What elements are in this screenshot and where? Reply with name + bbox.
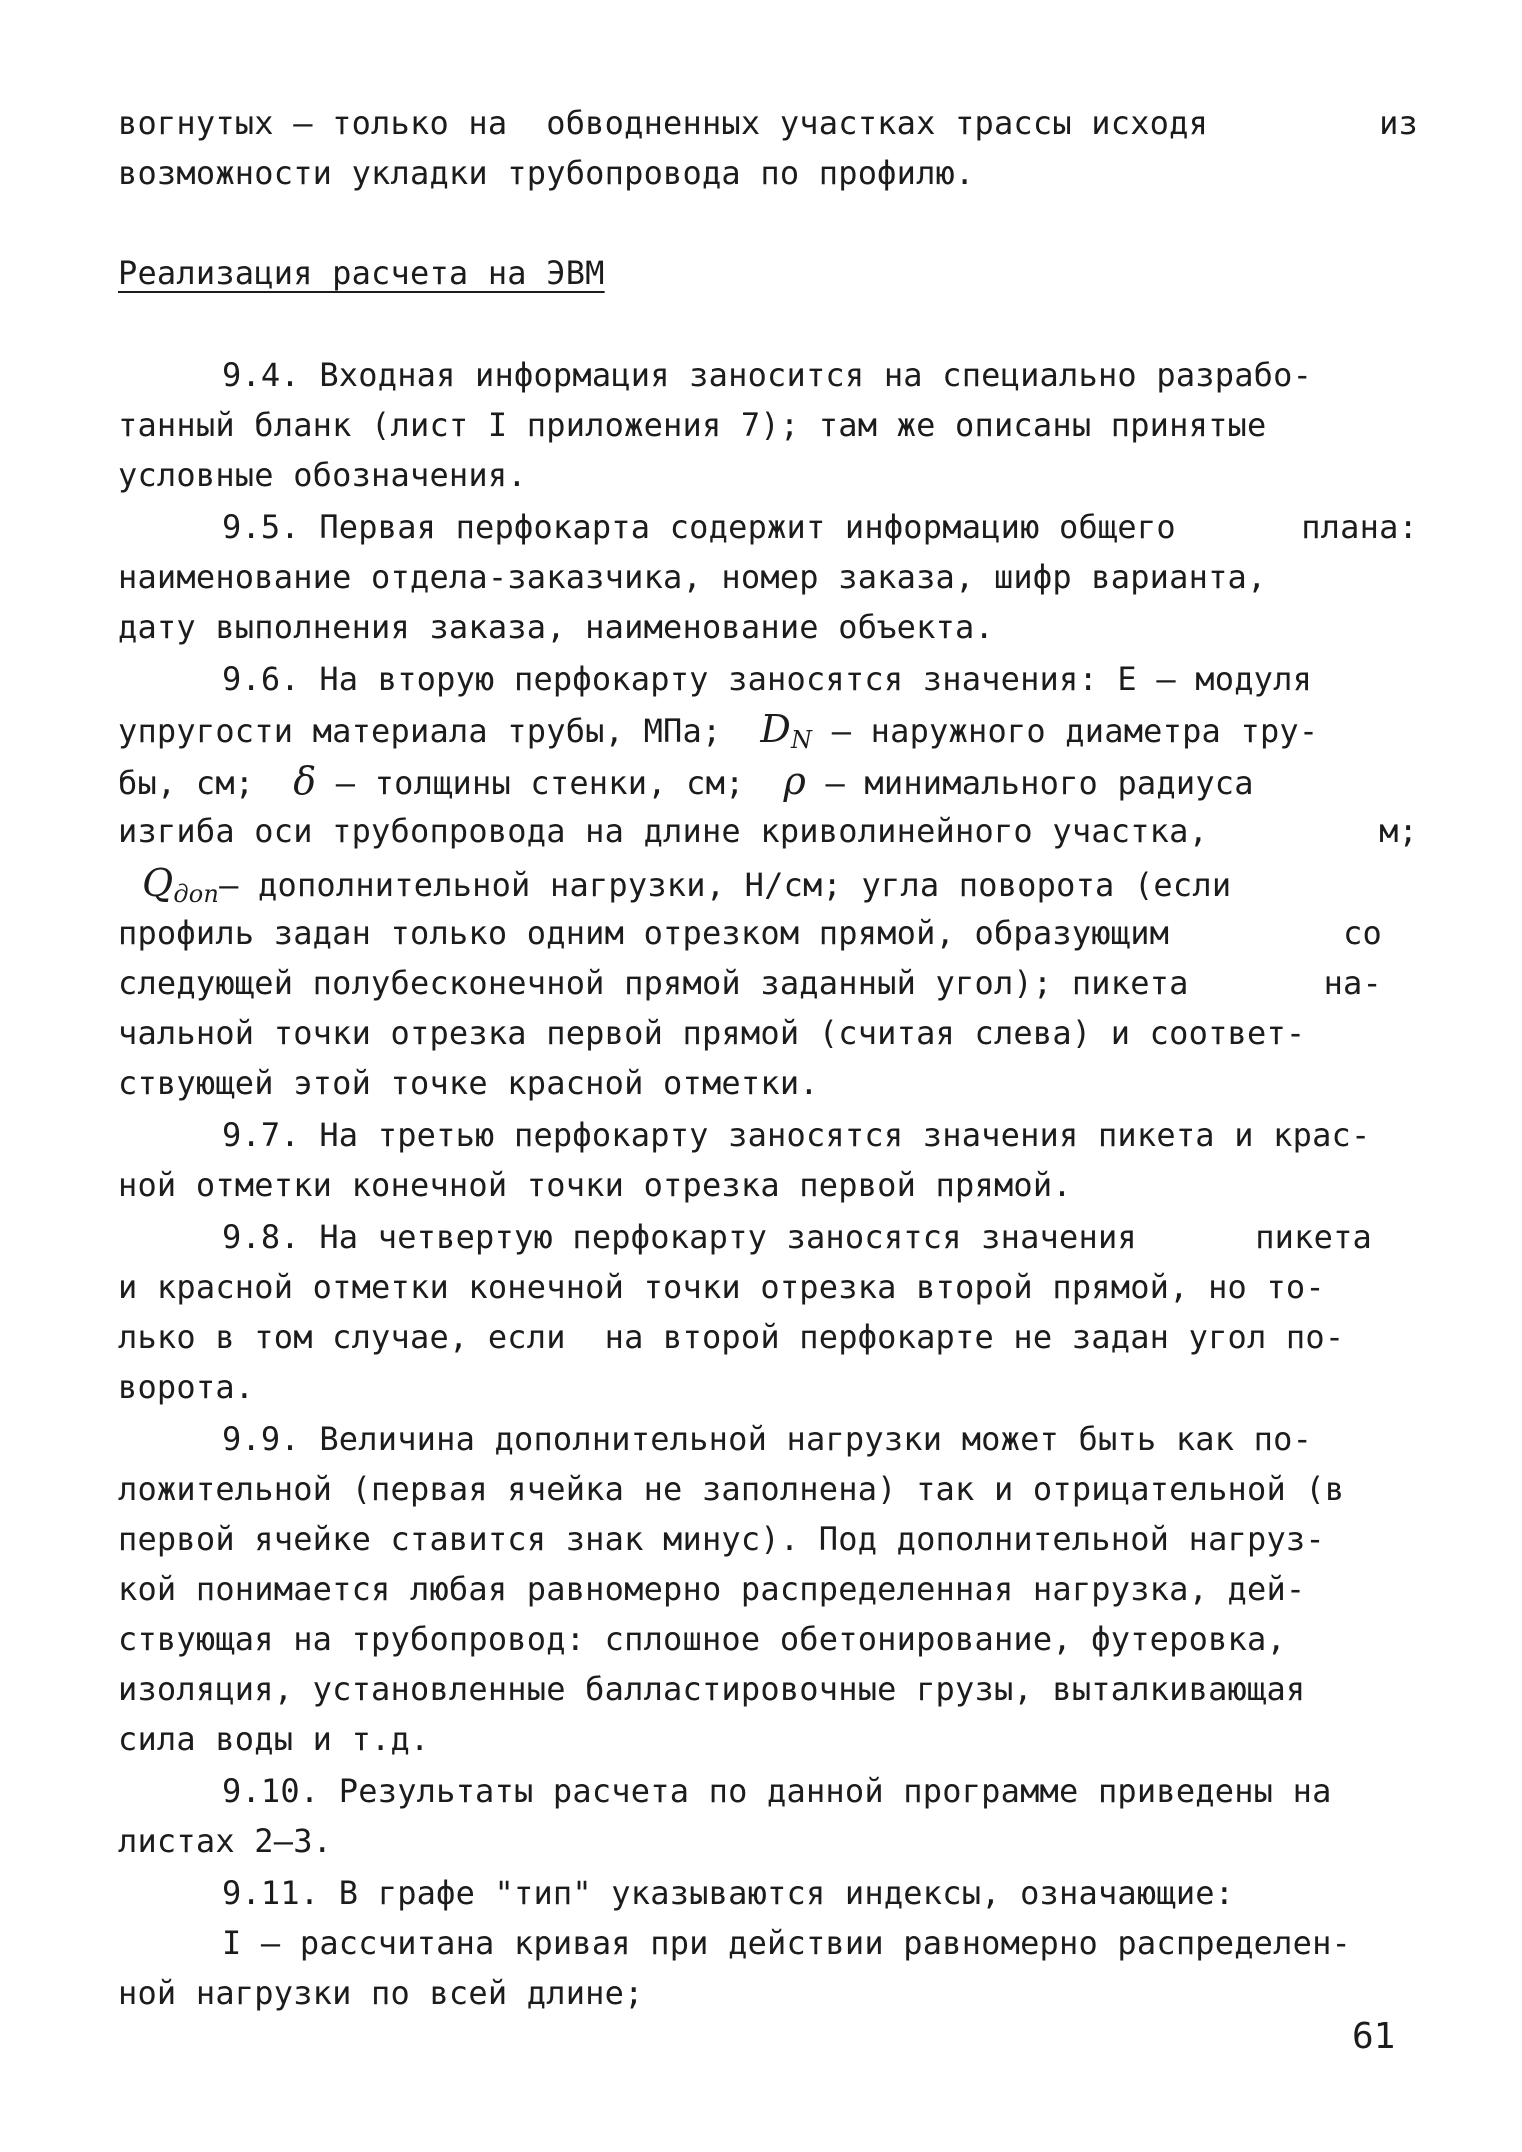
load-symbol: Q — [142, 861, 174, 905]
text-span: м; — [1379, 812, 1418, 850]
diameter-symbol: D — [760, 707, 792, 751]
paragraph-9-8-line-4: ворота. — [118, 1368, 255, 1406]
paragraph-9-4-line-2: танный бланк (лист I приложения 7); там же описаны принятые — [118, 406, 1267, 444]
text-span: со — [1343, 914, 1382, 952]
text-span: – минимального радиуса — [806, 764, 1254, 802]
paragraph-9-11-line-2: I – рассчитана кривая при действии равномерно распределен- — [222, 1924, 1352, 1962]
radius-symbol: ρ — [783, 759, 807, 803]
diameter-subscript: N — [791, 726, 813, 754]
text-span: – толщины стенки, см; — [316, 764, 745, 802]
paragraph-9-11-line-3: ной нагрузки по всей длине; — [118, 1974, 644, 2012]
text-span: из — [1379, 104, 1418, 142]
load-subscript: доп — [173, 880, 220, 908]
paragraph-9-9-line-2: ложительной (первая ячейка не заполнена) так и отрицательной (в — [118, 1470, 1345, 1508]
paragraph-9-8-line-2: и красной отметки конечной точки отрезка второй прямой, но то- — [118, 1268, 1325, 1306]
paragraph-9-6-line-8: чальной точки отрезка первой прямой (считая слева) и соответ- — [118, 1014, 1306, 1052]
text-span: пикета — [1255, 1218, 1372, 1256]
paragraph-9-9-line-3: первой ячейке ставится знак минус). Под дополнительной нагруз- — [118, 1520, 1325, 1558]
text-span: на- — [1323, 964, 1382, 1002]
paragraph-9-5-line-1 — [222, 502, 1418, 552]
text-span: изгиба оси трубопровода на длине криволинейного участка, — [118, 812, 1209, 850]
paragraph-9-11-line-1: 9.11. В графе "тип" указываются индексы, означающие: — [222, 1874, 1235, 1912]
page-number: 61 — [1352, 2016, 1396, 2057]
text-span: вогнутых – только на обводненных участках трассы исходя — [118, 104, 1209, 142]
text-span: 9.5. Первая перфокарта содержит информацию общего — [222, 508, 1176, 546]
paragraph-9-6-line-1: 9.6. На вторую перфокарту заносятся значения: Е – модуля — [222, 660, 1313, 698]
thickness-symbol: δ — [293, 759, 317, 803]
paragraph-9-6-line-7 — [118, 958, 1382, 1008]
paragraph-9-6-line-6 — [118, 908, 1382, 958]
paragraph-9-10-line-2: листах 2–3. — [118, 1822, 333, 1860]
paragraph-9-7-line-2: ной отметки конечной точки отрезка первой прямой. — [118, 1166, 1072, 1204]
paragraph-9-9-line-4: кой понимается любая равномерно распределенная нагрузка, дей- — [118, 1570, 1306, 1608]
paragraph-9-9-line-7: сила воды и т.д. — [118, 1720, 430, 1758]
text-span: профиль задан только одним отрезком прямой, образующим — [118, 914, 1170, 952]
text-span: плана: — [1301, 508, 1418, 546]
paragraph-9-7-line-1: 9.7. На третью перфокарту заносятся значения пикета и крас- — [222, 1116, 1371, 1154]
paragraph-9-8-line-3: лько в том случае, если на второй перфокарте не задан угол по- — [118, 1318, 1345, 1356]
paragraph-9-9-line-1: 9.9. Величина дополнительной нагрузки может быть как по- — [222, 1420, 1313, 1458]
paragraph-9-5-line-2: наименование отдела-заказчика, номер заказа, шифр варианта, — [118, 558, 1267, 596]
paragraph-9-4-line-1: 9.4. Входная информация заносится на специально разрабо- — [222, 356, 1313, 394]
text-span: бы, см; — [118, 764, 255, 802]
paragraph-9-9-line-6: изоляция, установленные балластировочные грузы, выталкивающая — [118, 1670, 1306, 1708]
text-span: следующей полубесконечной прямой заданный угол); пикета — [118, 964, 1189, 1002]
paragraph-9-6-line-3 — [118, 756, 1254, 808]
paragraph-9-10-line-1: 9.10. Результаты расчета по данной программе приведены на — [222, 1772, 1332, 1810]
text-span: – наружного диаметра тру- — [812, 712, 1319, 750]
text-span: 9.8. На четвертую перфокарту заносятся значения — [222, 1218, 1137, 1256]
paragraph-9-8-line-1 — [222, 1212, 1372, 1262]
intro-line-1 — [118, 98, 1418, 148]
paragraph-9-6-line-9: ствующей этой точке красной отметки. — [118, 1064, 819, 1102]
paragraph-9-9-line-5: ствующая на трубопровод: сплошное обетонирование, футеровка, — [118, 1620, 1286, 1658]
section-heading: Реализация расчета на ЭВМ — [118, 254, 605, 292]
text-span: – дополнительной нагрузки, Н/см; угла поворота (если — [219, 866, 1232, 904]
intro-line-2: возможности укладки трубопровода по профилю. — [118, 154, 975, 192]
paragraph-9-4-line-3: условные обозначения. — [118, 456, 527, 494]
paragraph-9-6-line-4 — [118, 806, 1418, 856]
text-span: упругости материала трубы, МПа; — [118, 712, 722, 750]
paragraph-9-5-line-3: дату выполнения заказа, наименование объекта. — [118, 608, 994, 646]
